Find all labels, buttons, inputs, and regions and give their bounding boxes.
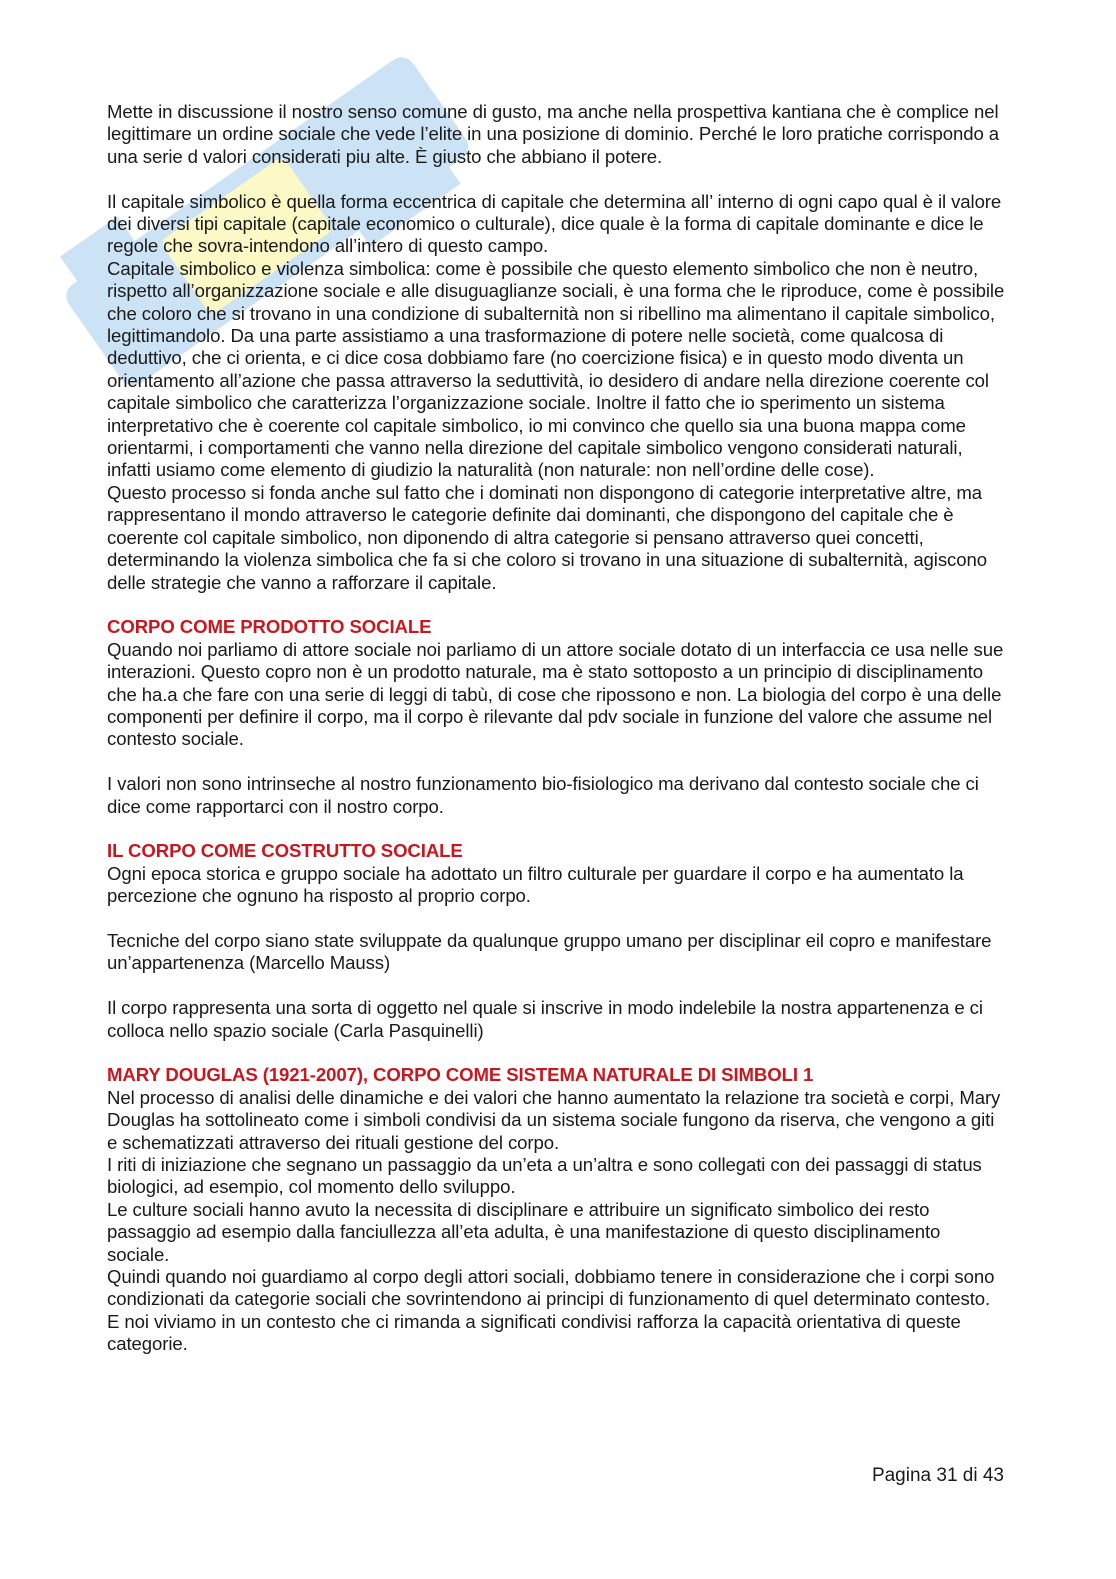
heading-corpo-prodotto-sociale: CORPO COME PRODOTTO SOCIALE <box>107 616 432 638</box>
paragraph-culture-sociali: Le culture sociali hanno avuto la necessita di disciplinare e attribuire un significato simbolico dei resto passaggio ad esempio dalla fanciullezza all’eta adulta, è una manifestazione di questo disciplinamento sociale. <box>107 1198 941 1265</box>
heading-mary-douglas: MARY DOUGLAS (1921-2007), CORPO COME SISTEMA NATURALE DI SIMBOLI 1 <box>107 1064 814 1086</box>
paragraph-douglas-analisi: Nel processo di analisi delle dinamiche e dei valori che hanno aumentato la relazione tra società e corpi, Mary Douglas ha sottolineato come i simboli condivisi da un sistema sociale fungono da riserva, che vengono a giti e schematizzati attraverso dei rituali gestione del corpo. <box>107 1086 1001 1153</box>
paragraph-oggetto-corpo: Il corpo rappresenta una sorta di oggetto nel quale si inscrive in modo indelebile la nostra appartenenza e ci colloca nello spazio sociale (Carla Pasquinelli) <box>107 997 983 1041</box>
paragraph-attore-sociale: Quando noi parliamo di attore sociale noi parliamo di un attore sociale dotato di un interfaccia ce usa nelle sue interazioni. Questo copro non è un prodotto naturale, ma è stato sottoposto a un principio di disciplinamento che ha.a che fare con una serie di leggi di tabù, di cose che ripossono e non. La biologia del corpo è una delle componenti per definire il corpo, ma il corpo è rilevante dal pdv sociale in funzione del valore che assume nel contesto sociale. <box>107 638 1004 750</box>
paragraph-violenza-simbolica: Capitale simbolico e violenza simbolica: come è possibile che questo elemento simbolico che non è neutro, rispetto all’organizzazione sociale e alle disuguaglianze sociali, è una forma che le riproduce, come è possibile che coloro che si trovano in una condizione di subalternità non si ribellino ma alimentano il capitale simbolico, legittimandolo. Da una parte assistiamo a una trasformazione di potere nelle società, come qualcosa di deduttivo, che ci orienta, e ci dice cosa dobbiamo fare (no coercizione fisica) e in questo modo diventa un orientamento all’azione che passa attraverso la seduttività, io desidero di andare nella direzione coerente col capitale simbolico che caratterizza l’organizzazione sociale. Inoltre il fatto che io sperimento un sistema interpretativo che è coerente col capitale simbolico, io mi convinco che quello sia una buona mappa come orientarmi, i comportamenti che vanno nella direzione del capitale simbolico vengono considerati naturali, infatti usiamo come elemento di giudizio la naturalità (non naturale: non nell’ordine delle cose). <box>107 257 1005 481</box>
heading-corpo-costrutto-sociale: IL CORPO COME COSTRUTTO SOCIALE <box>107 840 463 862</box>
paragraph-capitale-simbolico: Il capitale simbolico è quella forma eccentrica di capitale che determina all’ interno di ogni capo qual è il valore dei diversi tipi capitale (capitale economico o culturale), dice quale è la forma di capitale dominante e dice le regole che sovra-intendono all’intero di questo campo. <box>107 190 1002 257</box>
paragraph-epoca-storica: Ogni epoca storica e gruppo sociale ha adottato un filtro culturale per guardare il corpo e ha aumentato la percezione che ognuno ha risposto al proprio corpo. <box>107 862 964 907</box>
paragraph-tecniche-corpo: Tecniche del corpo siano state sviluppate da qualunque gruppo umano per disciplinar eil copro e manifestare un’appartenenza (Marcello Mauss) <box>107 929 992 974</box>
page-number: Pagina 31 di 43 <box>871 1465 1004 1486</box>
document-body <box>107 101 1007 1356</box>
paragraph-valori: I valori non sono intrinseche al nostro funzionamento bio-fisiologico ma derivano dal contesto sociale che ci dice come rapportarci con il nostro corpo. <box>107 773 979 817</box>
paragraph-riti-iniziazione: I riti di iniziazione che segnano un passaggio da un’eta a un’altra e sono collegati con dei passaggi di status biologici, ad esempio, col momento dello sviluppo. <box>107 1153 982 1198</box>
paragraph-corpo-attori: Quindi quando noi guardiamo al corpo degli attori sociali, dobbiamo tenere in considerazione che i corpi sono condizionati da categorie sociali che sovrintendono ai principi di funzionamento di quel determinato contesto. E noi viviamo in un contesto che ci rimanda a significati condivisi rafforza la capacità orientativa di queste categorie. <box>107 1266 995 1355</box>
paragraph-dominati: Questo processo si fonda anche sul fatto che i dominati non dispongono di categorie interpretative altre, ma rappresentano il mondo attraverso le categorie definite dai dominanti, che dispongono del capitale che è coerente col capitale simbolico, non diponendo di altra categorie si pensano attraverso quei concetti, determinando la violenza simbolica che fa si che coloro si trovano in una situazione di subalternità, agiscono delle strategie che vanno a rafforzare il capitale. <box>107 481 987 593</box>
paragraph-gusto: Mette in discussione il nostro senso comune di gusto, ma anche nella prospettiva kantiana che è complice nel legittimare un ordine sociale che vede l’elite in una posizione di dominio. Perché le loro pratiche corrispondo a una serie d valori considerati piu alte. È giusto che abbiano il potere. <box>107 101 1000 167</box>
